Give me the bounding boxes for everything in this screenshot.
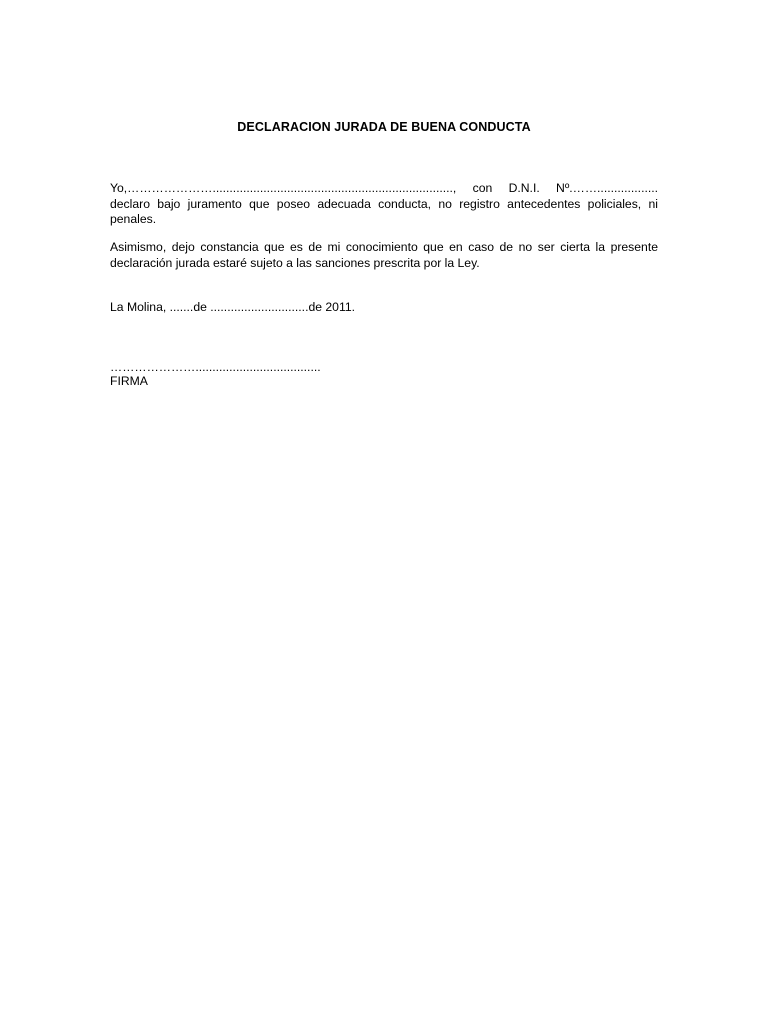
signature-line: …………………..................................... xyxy=(110,360,321,374)
document-title: DECLARACION JURADA DE BUENA CONDUCTA xyxy=(237,120,531,134)
signature-label: FIRMA xyxy=(110,374,148,388)
acknowledgement-paragraph: Asimismo, dejo constancia que es de mi conocimiento que en caso de no ser cierta la presente declaración jurada estaré sujeto a las sanciones prescrita por la Ley. xyxy=(110,240,658,270)
declaration-paragraph: Yo,…………………......................................................................., con D.N.I. Nº.…….................. declaro bajo juramento que poseo adecuada conducta, no registro antecedentes policiales, ni penales. xyxy=(110,181,658,226)
place-and-date: La Molina, .......de .............................de 2011. xyxy=(110,300,355,314)
